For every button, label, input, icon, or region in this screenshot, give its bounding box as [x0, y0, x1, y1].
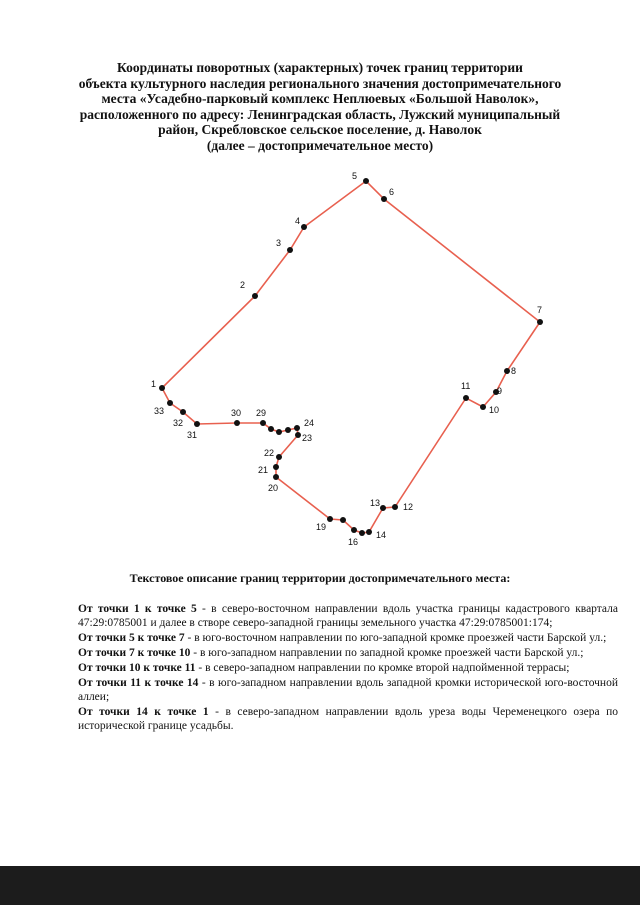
point-number-label: 21 — [258, 465, 269, 475]
point-number-label: 24 — [304, 418, 315, 428]
boundary-point — [252, 293, 258, 299]
description-item-text: - в северо-западном направлении вдоль уреза воды Череменецкого озера по исторической границе усадьбы. — [78, 706, 618, 732]
boundary-point — [273, 464, 279, 470]
boundary-point — [537, 319, 543, 325]
description-heading: Текстовое описание границ территории достопримечательного места: — [129, 571, 511, 585]
description-item-text: - в юго-западном направлении по западной кромке проезжей части Барской ул.; — [190, 647, 584, 659]
point-number-label: 12 — [403, 502, 414, 512]
description-item-lead: От точки 1 к точке 5 — [78, 603, 197, 615]
boundary-point — [463, 395, 469, 401]
boundary-point — [276, 454, 282, 460]
description-item — [78, 646, 618, 660]
boundary-point — [381, 196, 387, 202]
description-item-text: - в северо-западном направлении по кромке второй надпойменной террасы; — [195, 662, 570, 674]
boundary-point — [366, 529, 372, 535]
point-number-label: 9 — [497, 386, 503, 396]
point-number-label: 33 — [154, 406, 165, 416]
title-line: места «Усадебно-парковый комплекс Неплюевых «Большой Наволок», — [101, 91, 539, 106]
point-number-label: 10 — [489, 405, 500, 415]
description-item-text: - в юго-западном направлении вдоль западной кромки исторической юго-восточной аллеи; — [78, 677, 618, 703]
boundary-point — [351, 527, 357, 533]
point-number-label: 14 — [376, 530, 387, 540]
boundary-point — [285, 427, 291, 433]
boundary-point — [167, 400, 173, 406]
description-item — [78, 602, 618, 630]
description-item-lead: От точки 5 к точке 7 — [78, 632, 185, 644]
description-item — [78, 631, 618, 645]
point-number-label: 2 — [240, 280, 246, 290]
boundary-point — [260, 420, 266, 426]
description-item-text: - в юго-восточном направлении по юго-западной кромке проезжей части Барской ул.; — [184, 632, 607, 644]
boundary-point — [295, 432, 301, 438]
boundary-point — [194, 421, 200, 427]
boundary-point — [340, 517, 346, 523]
boundary-point — [268, 426, 274, 432]
description-item-lead: От точки 10 к точке 11 — [78, 662, 196, 674]
point-number-label: 31 — [187, 430, 198, 440]
boundary-description — [78, 602, 618, 734]
point-number-label: 13 — [370, 498, 381, 508]
point-number-label: 6 — [389, 187, 395, 197]
description-item-lead: От точки 14 к точке 1 — [78, 706, 209, 718]
point-number-label: 19 — [316, 522, 327, 532]
boundary-point — [301, 224, 307, 230]
boundary-line — [162, 181, 543, 533]
point-number-label: 22 — [264, 448, 275, 458]
title-line: расположенного по адресу: Ленинградская область, Лужский муниципальный — [79, 106, 561, 122]
point-number-label: 11 — [461, 381, 471, 391]
boundary-point — [273, 474, 279, 480]
point-number-label: 3 — [276, 238, 282, 248]
point-number-label: 30 — [231, 408, 242, 418]
boundary-point — [359, 530, 365, 536]
point-number-label: 5 — [352, 171, 358, 181]
point-number-label: 32 — [173, 418, 184, 428]
boundary-point — [327, 516, 333, 522]
title-line: объекта культурного наследия регионального значения достопримечательного — [78, 75, 562, 91]
boundary-point — [276, 429, 282, 435]
boundary-point — [363, 178, 369, 184]
title-line: (далее – достопримечательное место) — [206, 137, 434, 153]
point-number-label: 4 — [295, 216, 301, 226]
boundary-point — [392, 504, 398, 510]
boundary-point — [234, 420, 240, 426]
description-item-text: - в северо-восточном направлении вдоль участка границы кадастрового квартала 47:29:0785001 и далее в створе северо-западной границы земельного участка 47:29:0785001:174; — [78, 603, 618, 629]
boundary-point — [159, 385, 165, 391]
point-number-label: 23 — [302, 433, 313, 443]
title-line: район, Скребловское сельское поселение, д. Наволок — [158, 122, 482, 137]
description-item — [78, 661, 618, 675]
point-number-label: 29 — [256, 408, 267, 418]
point-number-label: 7 — [537, 305, 543, 315]
description-item — [78, 676, 618, 704]
boundary-point — [380, 505, 386, 511]
boundary-point — [504, 368, 510, 374]
point-number-label: 20 — [268, 483, 279, 493]
boundary-point — [294, 425, 300, 431]
boundary-point — [287, 247, 293, 253]
boundary-point — [480, 404, 486, 410]
scan-bottom-edge — [0, 866, 640, 905]
boundary-point — [180, 409, 186, 415]
point-number-label: 16 — [348, 537, 359, 547]
point-number-label: 8 — [511, 366, 517, 376]
point-number-label: 1 — [151, 379, 157, 389]
title-line: Координаты поворотных (характерных) точек границ территории — [117, 60, 523, 75]
description-item-lead: От точки 7 к точке 10 — [78, 647, 191, 659]
description-item — [78, 705, 618, 733]
description-item-lead: От точки 11 к точке 14 — [78, 677, 199, 689]
